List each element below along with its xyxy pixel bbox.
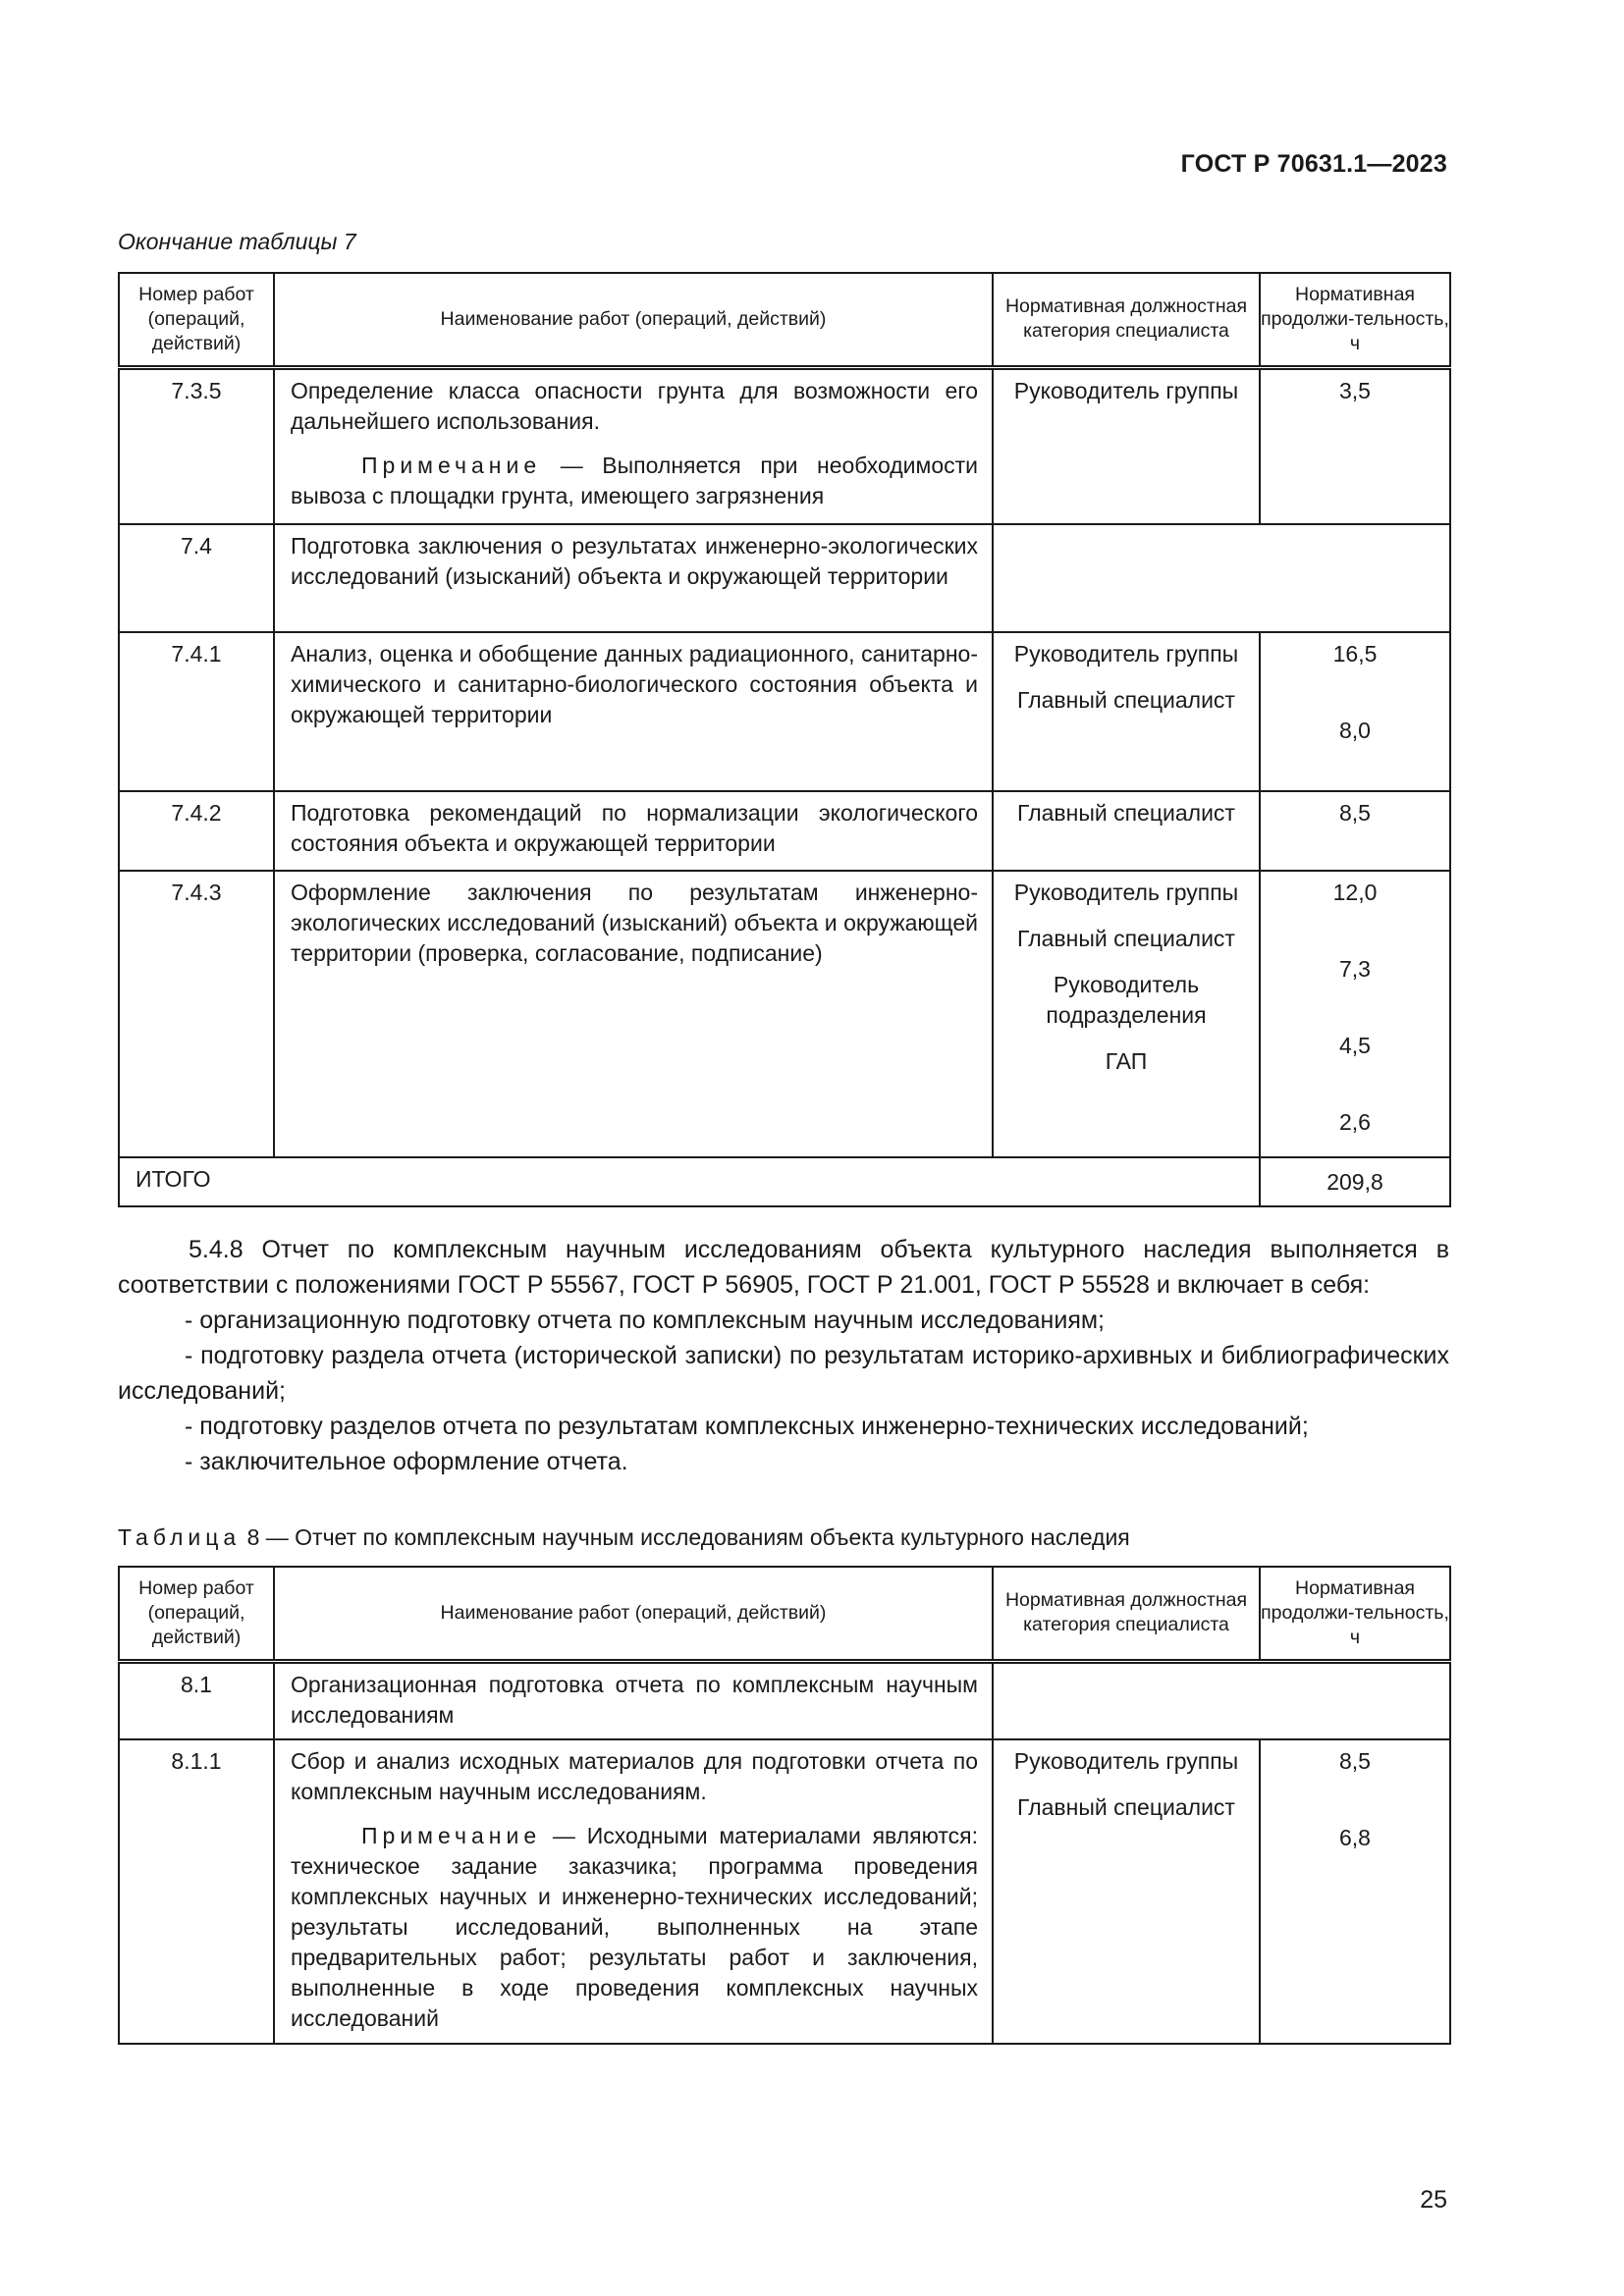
row-duration [1260,1739,1450,2044]
row-duration [1260,871,1450,1157]
category-entry: Руководитель группы [1013,377,1239,403]
col-header-category: Нормативная должностная категория специалиста [993,1567,1260,1661]
duration-entry: 12,0 [1332,880,1378,905]
list-item: - подготовку разделов отчета по результатам комплексных инженерно-технических исследований; [185,1413,1309,1440]
row-name-text: Определение класса опасности грунта для возможности его дальнейшего использования. [291,377,978,434]
table7-caption: Окончание таблицы 7 [118,229,356,254]
list-item: - подготовку раздела отчета (исторической записки) по результатам историко-архивных и библиографических исследований; [118,1342,1449,1405]
col-header-duration: Нормативная продолжи-тельность, ч [1260,1567,1450,1661]
note-text: — Выполняется при необходимости вывоза с площадки грунта, имеющего загрязнения [291,452,978,508]
table-7 [118,272,1451,1207]
duration-entry: 4,5 [1339,1033,1371,1058]
paragraph-5-4-8: 5.4.8 Отчет по комплексным научным исследованиям объекта культурного наследия выполняется в соответствии с положениями ГОСТ Р 55567, ГОСТ Р 56905, ГОСТ Р 21.001, ГОСТ Р 55528 и включает в себя: [118,1236,1449,1299]
col-header-num: Номер работ (операций, действий) [119,1567,274,1661]
category-entry: Руководитель группы [1013,880,1239,905]
category-entry: Главный специалист [1017,1794,1235,1820]
table-row [119,1739,1450,2044]
row-note [291,451,978,511]
row-empty [993,524,1450,632]
table-row [119,367,1450,524]
col-header-duration: Нормативная продолжи-тельность, ч [1260,273,1450,367]
row-name [274,367,993,524]
category-entry: Главный специалист [1017,687,1235,713]
row-name: Подготовка заключения о результатах инженерно-экологических исследований (изысканий) объекта и окружающей территории [274,524,993,632]
standard-code: ГОСТ Р 70631.1—2023 [1180,150,1447,178]
row-name [274,1739,993,2044]
col-header-name: Наименование работ (операций, действий) [274,273,993,367]
duration-entry: 3,5 [1339,377,1371,403]
total-value: 209,8 [1260,1157,1450,1206]
row-note [291,1821,978,2034]
table-row [119,524,1450,632]
table7-header-row [119,273,1450,367]
row-number: 7.3.5 [119,367,274,524]
table8-caption-text: 8 — Отчет по комплексным научным исследованиям объекта культурного наследия [241,1524,1130,1550]
duration-entry: 6,8 [1339,1825,1371,1850]
table8-header-row [119,1567,1450,1661]
row-name: Организационная подготовка отчета по комплексным научным исследованиям [274,1661,993,1739]
row-number: 7.4.3 [119,871,274,1157]
row-name: Оформление заключения по результатам инженерно-экологических исследований (изысканий) объекта и окружающей территории (проверка, согласование, подписание) [274,871,993,1157]
col-header-name: Наименование работ (операций, действий) [274,1567,993,1661]
note-label: Примечание [361,1823,542,1848]
row-number: 7.4.2 [119,791,274,871]
row-number: 8.1.1 [119,1739,274,2044]
total-row [119,1157,1450,1206]
note-text: — Исходными материалами являются: техническое задание заказчика; программа проведения комплексных научных и инженерно-технических исследований; результаты исследований, выполненных на этапе предварительных работ; результаты работ и заключения, выполненные в ходе проведения комплексных научных исследований [291,1823,978,2031]
body-text [118,1232,1449,1479]
table-row [119,632,1450,791]
row-duration [1260,632,1450,791]
category-entry: Главный специалист [1017,800,1235,826]
duration-entry: 7,3 [1339,956,1371,982]
row-category [993,871,1260,1157]
duration-entry: 2,6 [1339,1109,1371,1135]
table-row [119,871,1450,1157]
row-category [993,632,1260,791]
row-number: 7.4 [119,524,274,632]
row-category [993,367,1260,524]
row-number: 8.1 [119,1661,274,1739]
page-number: 25 [1420,2186,1447,2214]
category-entry: Руководитель группы [1013,641,1239,667]
table8-caption [118,1524,1130,1551]
category-entry: Руководитель подразделения [1046,972,1207,1028]
total-label: ИТОГО [119,1157,1260,1206]
row-category [993,1739,1260,2044]
row-name-text: Сбор и анализ исходных материалов для подготовки отчета по комплексным научным исследованиям. [291,1748,978,1804]
category-entry: Руководитель группы [1013,1748,1239,1774]
row-number: 7.4.1 [119,632,274,791]
note-label: Примечание [361,452,542,478]
category-entry: Главный специалист [1017,926,1235,951]
list-item: - заключительное оформление отчета. [185,1448,628,1475]
duration-entry: 8,5 [1339,800,1371,826]
row-empty [993,1661,1450,1739]
row-name: Подготовка рекомендаций по нормализации экологического состояния объекта и окружающей территории [274,791,993,871]
row-duration [1260,791,1450,871]
table8-caption-prefix: Таблица [118,1524,242,1550]
row-name: Анализ, оценка и обобщение данных радиационного, санитарно-химического и санитарно-биологического состояния объекта и окружающей территории [274,632,993,791]
row-category [993,791,1260,871]
col-header-category: Нормативная должностная категория специалиста [993,273,1260,367]
list-item: - организационную подготовку отчета по комплексным научным исследованиям; [185,1307,1105,1334]
table-row [119,791,1450,871]
category-entry: ГАП [1105,1048,1148,1074]
col-header-num: Номер работ (операций, действий) [119,273,274,367]
table-8 [118,1566,1451,2045]
table-row [119,1661,1450,1739]
duration-entry: 16,5 [1332,641,1378,667]
duration-entry: 8,0 [1339,718,1371,743]
row-duration [1260,367,1450,524]
duration-entry: 8,5 [1339,1748,1371,1774]
